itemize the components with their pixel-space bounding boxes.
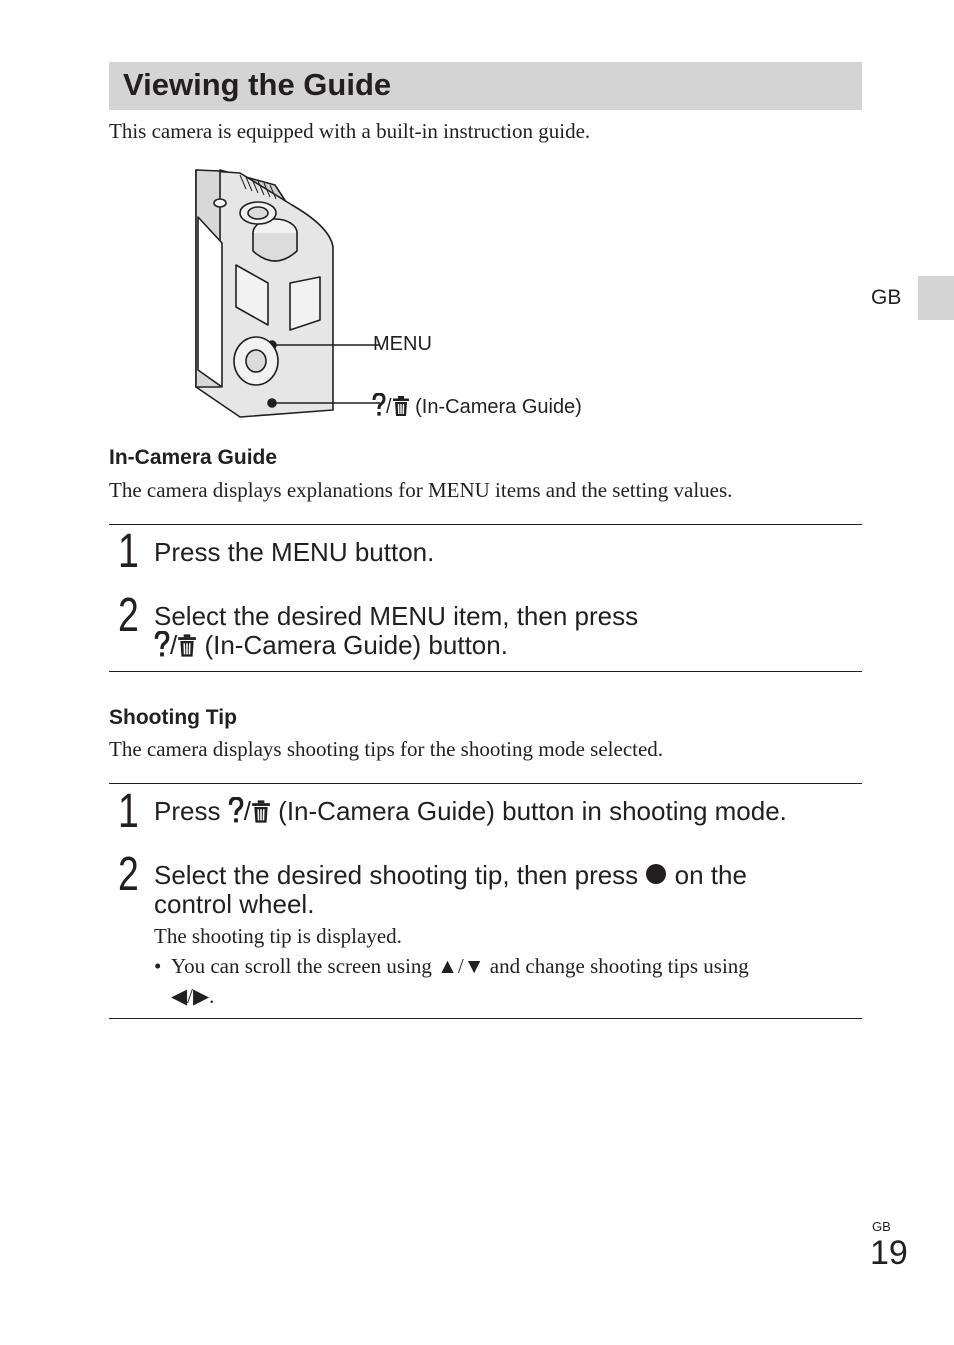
step-number: 2	[118, 848, 139, 901]
step-number: 1	[118, 525, 139, 578]
intro-text: This camera is equipped with a built-in instruction guide.	[109, 119, 591, 143]
side-tab-label: GB	[871, 286, 902, 309]
in-camera-guide-description: The camera displays explanations for MENU items and the setting values.	[109, 478, 733, 502]
help-icon	[154, 631, 170, 658]
bullet-marker: •	[154, 954, 162, 978]
page-title: Viewing the Guide	[123, 67, 392, 102]
camera-illustration	[180, 165, 380, 427]
side-tab-marker	[918, 276, 954, 320]
divider	[109, 1018, 862, 1019]
help-icon	[372, 393, 386, 417]
shooting-tip-description: The camera displays shooting tips for the shooting mode selected.	[109, 737, 664, 761]
section-title-bar	[109, 62, 862, 110]
callout-menu: MENU	[373, 333, 432, 355]
callout-guide: / (In-Camera Guide)	[372, 393, 582, 419]
trash-icon	[392, 395, 410, 417]
shooting-tip-heading: Shooting Tip	[109, 706, 237, 729]
step-text: Select the desired shooting tip, then press on the	[154, 860, 747, 890]
page-number: 19	[870, 1234, 908, 1272]
trash-icon	[177, 633, 197, 658]
divider	[109, 671, 862, 672]
step-text: Select the desired MENU item, then press	[154, 601, 639, 631]
step-text-line2: / (In-Camera Guide) button.	[154, 631, 508, 660]
in-camera-guide-heading: In-Camera Guide	[109, 446, 278, 469]
footer-lang: GB	[872, 1219, 891, 1234]
step-text-line2: control wheel.	[154, 889, 315, 919]
step-number: 2	[118, 589, 139, 642]
bullet-text-line2: ◀/▶.	[171, 984, 215, 1008]
help-icon	[228, 797, 244, 824]
center-button-dot-icon	[645, 863, 667, 885]
trash-icon	[251, 799, 271, 824]
step-text: Press the MENU button.	[154, 537, 435, 567]
bullet-text: You can scroll the screen using ▲/▼ and change shooting tips using	[171, 954, 749, 978]
step-note: The shooting tip is displayed.	[154, 924, 402, 948]
divider	[109, 524, 862, 525]
step-number: 1	[118, 785, 139, 838]
step-text: Press / (In-Camera Guide) button in shooting mode.	[154, 796, 787, 826]
divider	[109, 783, 862, 784]
